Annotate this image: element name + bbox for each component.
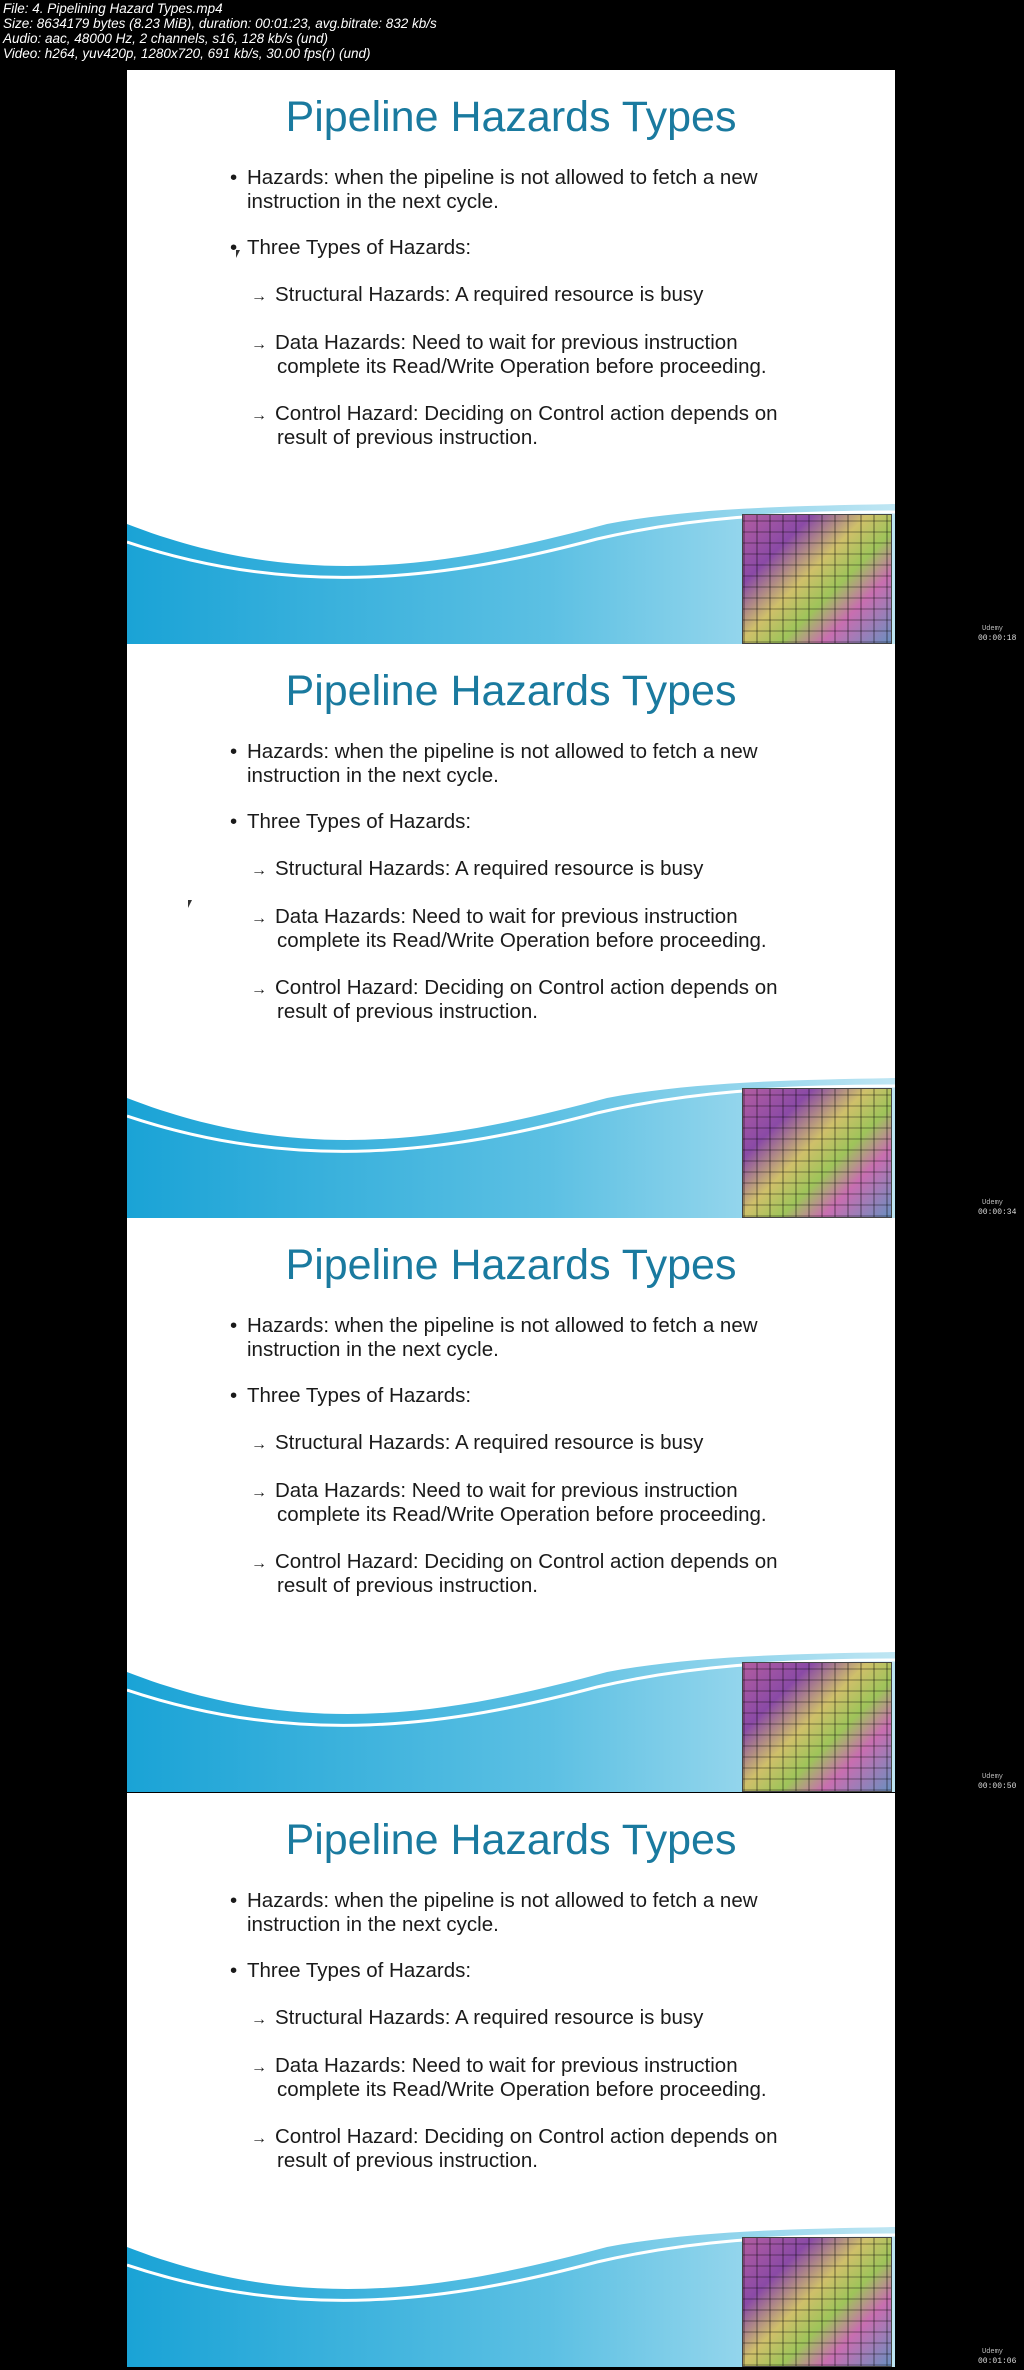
sub-item-data	[251, 2054, 815, 2101]
arrow-icon: →	[251, 862, 267, 879]
timestamp-text: 00:00:34	[978, 1208, 1017, 1217]
bullet-icon: •	[230, 1959, 238, 1982]
udemy-logo-icon: Udemy	[982, 1773, 1004, 1781]
sub-item-structural	[251, 857, 815, 881]
arrow-icon: →	[251, 910, 267, 927]
bullet-text: Hazards: when the pipeline is not allowed to fetch a new instruction in the next cycle.	[247, 1314, 758, 1361]
sub-item-text: Structural Hazards: A required resource is busy	[275, 283, 704, 306]
bullet-icon: •	[230, 810, 238, 833]
udemy-logo-icon: Udemy	[982, 1199, 1004, 1207]
sub-item-structural	[251, 2006, 815, 2030]
timestamp-text: 00:00:50	[978, 1782, 1017, 1791]
sub-item-structural	[251, 283, 815, 307]
sub-item-text	[275, 2054, 815, 2101]
arrow-icon: →	[251, 1555, 267, 1572]
slide-title: Pipeline Hazards Types	[285, 1241, 737, 1289]
cpu-die-image	[742, 1088, 892, 1218]
slide-title: Pipeline Hazards Types	[285, 667, 737, 715]
sub-item-control	[251, 2125, 815, 2172]
cpu-die-image	[742, 2237, 892, 2367]
bullet-icon: •	[230, 236, 238, 259]
frame-timestamp	[978, 1773, 1024, 1795]
arrow-icon: →	[251, 288, 267, 305]
arrow-icon: →	[251, 336, 267, 353]
bullet-text: Hazards: when the pipeline is not allowed to fetch a new instruction in the next cycle.	[247, 740, 758, 787]
bullet-hazards-definition	[230, 740, 807, 787]
sub-item-line-2: complete its Read/Write Operation before proceeding.	[277, 2077, 767, 2101]
bullet-icon: •	[230, 1314, 238, 1337]
cpu-die-image	[742, 1662, 892, 1792]
udemy-logo-icon: Udemy	[982, 2348, 1004, 2356]
arrow-icon: →	[251, 981, 267, 998]
arrow-icon: →	[251, 2059, 267, 2076]
udemy-logo-icon: Udemy	[982, 625, 1004, 633]
sub-item-line-1: Control Hazard: Deciding on Control action depends on	[275, 402, 778, 425]
arrow-icon: →	[251, 407, 267, 424]
arrow-icon: →	[251, 1436, 267, 1453]
bullet-three-types	[230, 810, 807, 834]
slide-frame	[127, 70, 895, 644]
sub-item-structural	[251, 1431, 815, 1455]
file-info-line: File: 4. Pipelining Hazard Types.mp4	[3, 1, 223, 16]
file-info-header	[3, 1, 437, 61]
arrow-icon: →	[251, 2130, 267, 2147]
sub-item-text	[275, 905, 815, 952]
video-info-line: Video: h264, yuv420p, 1280x720, 691 kb/s, 30.00 fps(r) (und)	[3, 46, 371, 61]
sub-item-line-2: complete its Read/Write Operation before proceeding.	[277, 1502, 767, 1526]
sub-item-data	[251, 905, 815, 952]
slide-title: Pipeline Hazards Types	[285, 93, 737, 141]
sub-item-line-1: Data Hazards: Need to wait for previous instruction	[275, 331, 738, 354]
sub-item-text	[275, 1550, 815, 1597]
timestamp-text: 00:00:18	[978, 634, 1017, 643]
sub-item-text: Structural Hazards: A required resource is busy	[275, 2006, 704, 2029]
bullet-three-types	[230, 1959, 807, 1983]
bullet-icon: •	[230, 166, 238, 189]
sub-item-text	[275, 1479, 815, 1526]
sub-item-data	[251, 331, 815, 378]
sub-item-control	[251, 1550, 815, 1597]
sub-item-line-2: complete its Read/Write Operation before proceeding.	[277, 354, 767, 378]
bullet-three-types	[230, 1384, 807, 1408]
bullet-text: Hazards: when the pipeline is not allowed to fetch a new instruction in the next cycle.	[247, 166, 758, 213]
sub-item-text	[275, 976, 815, 1023]
audio-info-line: Audio: aac, 48000 Hz, 2 channels, s16, 128 kb/s (und)	[3, 31, 328, 46]
bullet-text: Three Types of Hazards:	[247, 236, 472, 259]
bullet-text: Three Types of Hazards:	[247, 1959, 472, 1982]
frame-timestamp	[978, 1199, 1024, 1221]
sub-item-line-1: Control Hazard: Deciding on Control action depends on	[275, 1550, 778, 1573]
bullet-icon: •	[230, 1889, 238, 1912]
sub-item-line-1: Data Hazards: Need to wait for previous instruction	[275, 1479, 738, 1502]
sub-item-line-2: complete its Read/Write Operation before proceeding.	[277, 928, 767, 952]
frame-timestamp	[978, 625, 1024, 647]
bullet-text: Three Types of Hazards:	[247, 1384, 472, 1407]
sub-item-line-1: Control Hazard: Deciding on Control action depends on	[275, 2125, 778, 2148]
bullet-text: Hazards: when the pipeline is not allowed to fetch a new instruction in the next cycle.	[247, 1889, 758, 1936]
sub-item-text	[275, 402, 815, 449]
slide-title: Pipeline Hazards Types	[285, 1816, 737, 1864]
bullet-text: Three Types of Hazards:	[247, 810, 472, 833]
slide-frame	[127, 1793, 895, 2367]
size-info-line: Size: 8634179 bytes (8.23 MiB), duration: 00:01:23, avg.bitrate: 832 kb/s	[3, 16, 437, 31]
sub-item-line-2: result of previous instruction.	[277, 1573, 538, 1597]
bullet-icon: •	[230, 740, 238, 763]
sub-item-line-1: Data Hazards: Need to wait for previous instruction	[275, 2054, 738, 2077]
sub-item-text: Structural Hazards: A required resource is busy	[275, 857, 704, 880]
slide-frame	[127, 644, 895, 1218]
arrow-icon: →	[251, 2011, 267, 2028]
bullet-hazards-definition	[230, 166, 807, 213]
bullet-hazards-definition	[230, 1889, 807, 1936]
sub-item-line-2: result of previous instruction.	[277, 999, 538, 1023]
cpu-die-image	[742, 514, 892, 644]
sub-item-text	[275, 331, 815, 378]
sub-item-text	[275, 2125, 815, 2172]
arrow-icon: →	[251, 1484, 267, 1501]
sub-item-line-1: Control Hazard: Deciding on Control action depends on	[275, 976, 778, 999]
sub-item-line-2: result of previous instruction.	[277, 425, 538, 449]
bullet-icon: •	[230, 1384, 238, 1407]
timestamp-text: 00:01:06	[978, 2357, 1017, 2366]
slide-frame	[127, 1218, 895, 1792]
sub-item-line-1: Data Hazards: Need to wait for previous instruction	[275, 905, 738, 928]
frame-timestamp	[978, 2348, 1024, 2370]
sub-item-control	[251, 976, 815, 1023]
sub-item-control	[251, 402, 815, 449]
bullet-three-types	[230, 236, 807, 260]
sub-item-data	[251, 1479, 815, 1526]
bullet-hazards-definition	[230, 1314, 807, 1361]
sub-item-line-2: result of previous instruction.	[277, 2148, 538, 2172]
sub-item-text: Structural Hazards: A required resource is busy	[275, 1431, 704, 1454]
